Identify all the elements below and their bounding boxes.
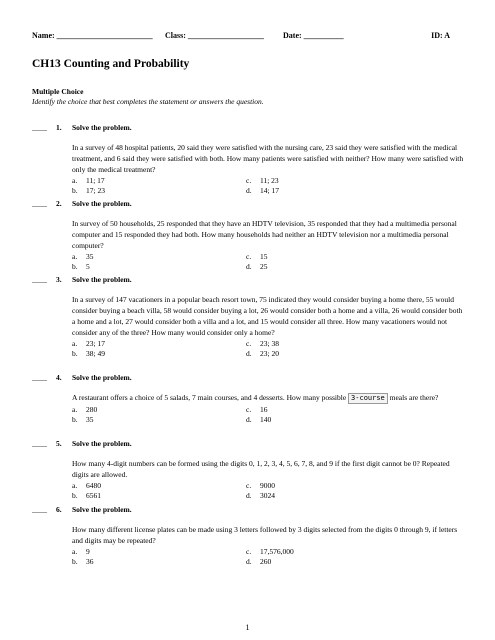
choice-value: 23; 38 (260, 339, 279, 348)
choice-label: d. (246, 186, 252, 195)
question-3 (32, 274, 464, 358)
question-text: How many 4-digit numbers can be formed using the digits 0, 1, 2, 3, 4, 5, 6, 7, 8, and 9 if the first digit cannot be 0? Repeated digits are allowed. (72, 459, 450, 479)
answer-choices (72, 251, 464, 271)
choice-label: c. (246, 404, 252, 414)
section-instructions: Identify the choice that best completes the statement or answers the question. (32, 97, 264, 106)
question-1 (32, 122, 464, 195)
choice-value: 23; 20 (260, 349, 279, 358)
choice-label: d. (246, 557, 252, 566)
question-text: In survey of 50 households, 25 responded that they have an HDTV television, 35 responded that they had a multimedia personal computer and 15 responded they had both. How many households had neither an HDTV television nor a multimedia personal computer? (72, 219, 457, 250)
choice-label: b. (72, 557, 78, 566)
answer-choices (72, 338, 464, 358)
choice-label: c. (246, 481, 252, 490)
section-heading (32, 87, 264, 107)
choice-label: d. (246, 349, 252, 358)
answer-choices (72, 480, 464, 500)
question-5 (32, 438, 464, 500)
choice-label: b. (72, 186, 78, 195)
answer-blank: ____ (32, 505, 47, 514)
choice-value: 6480 (86, 481, 101, 490)
choice-value: 17; 23 (86, 186, 105, 195)
class-field: Class: ___________________ (165, 31, 264, 40)
answer-blank: ____ (32, 275, 47, 284)
question-text-before: A restaurant offers a choice of 5 salads, 7 main courses, and 4 desserts. How many possible (72, 393, 347, 402)
choice-value: 25 (260, 262, 268, 271)
answer-choices (72, 404, 464, 424)
name-field: Name: ________________________ (32, 31, 153, 40)
choice-value: 36 (86, 557, 94, 566)
inline-formula-image: 3-course (348, 393, 388, 404)
choice-value: 260 (260, 557, 272, 566)
answer-blank: ____ (32, 123, 47, 132)
question-heading: Solve the problem. (72, 199, 132, 208)
question-text-after: meals are there? (389, 393, 439, 402)
question-number: 3. (56, 275, 62, 284)
question-number: 2. (56, 199, 62, 208)
choice-label: b. (72, 414, 78, 424)
page-header (32, 31, 463, 43)
id-field: ID: A (431, 31, 450, 40)
choice-value: 35 (86, 252, 94, 261)
question-number: 6. (56, 505, 62, 514)
question-text: How many different license plates can be made using 3 letters followed by 3 digits selected from the digits 0 through 9, if letters and digits may be repeated? (72, 525, 458, 545)
choice-label: a. (72, 252, 78, 261)
question-heading: Solve the problem. (72, 505, 132, 514)
question-heading: Solve the problem. (72, 373, 132, 382)
choice-value: 38; 49 (86, 349, 105, 358)
answer-blank: ____ (32, 439, 47, 448)
question-2 (32, 198, 464, 271)
choice-label: c. (246, 547, 252, 556)
choice-label: a. (72, 339, 78, 348)
choice-label: a. (72, 481, 78, 490)
choice-value: 23; 17 (86, 339, 105, 348)
question-heading: Solve the problem. (72, 123, 132, 132)
choice-value: 35 (86, 414, 94, 424)
choice-value: 17,576,000 (260, 547, 294, 556)
choice-value: 140 (260, 414, 272, 424)
choice-label: c. (246, 252, 252, 261)
choice-label: d. (246, 414, 252, 424)
choice-value: 5 (86, 262, 90, 271)
choice-value: 6561 (86, 491, 101, 500)
question-heading: Solve the problem. (72, 439, 132, 448)
answer-choices (72, 175, 464, 195)
choice-label: d. (246, 262, 252, 271)
question-text: In a survey of 147 vacationers in a popular beach resort town, 75 indicated they would consider buying a home there, 55 would consider buying a beach villa, 58 would consider buying a lot, 26 would consider both a home and a villa, 26 would consider both a home and a lot, 27 would consider both a villa and a lot, and 15 would consider all three. How many vacationers would not consider any of the three? How many would consider only a home? (72, 295, 463, 337)
question-6 (32, 504, 464, 566)
document-title: CH13 Counting and Probability (32, 58, 190, 70)
choice-value: 9000 (260, 481, 275, 490)
choice-value: 9 (86, 547, 90, 556)
choice-label: a. (72, 547, 78, 556)
question-4 (32, 372, 464, 424)
section-title: Multiple Choice (32, 87, 84, 96)
choice-label: b. (72, 491, 78, 500)
choice-label: c. (246, 176, 252, 185)
choice-label: d. (246, 491, 252, 500)
question-number: 4. (56, 373, 62, 382)
choice-value: 11; 17 (86, 176, 105, 185)
choice-value: 3024 (260, 491, 275, 500)
question-text (72, 392, 464, 404)
choice-label: c. (246, 339, 252, 348)
choice-value: 15 (260, 252, 268, 261)
answer-blank: ____ (32, 199, 47, 208)
question-text: In a survey of 48 hospital patients, 20 said they were satisfied with the nursing care, 23 said they were satisfied with the medical treatment, and 6 said they were satisfied with both. How many patients were satisfied with neither? How many were satisfied with only the medical treatment? (72, 143, 464, 174)
page-number: 1 (245, 623, 250, 632)
question-number: 5. (56, 439, 62, 448)
choice-value: 280 (86, 404, 98, 414)
choice-value: 16 (260, 404, 268, 414)
question-number: 1. (56, 123, 62, 132)
choice-label: b. (72, 262, 78, 271)
choice-label: b. (72, 349, 78, 358)
choice-value: 14; 17 (260, 186, 279, 195)
question-heading: Solve the problem. (72, 275, 132, 284)
date-field: Date: __________ (283, 31, 344, 40)
answer-choices (72, 546, 464, 566)
choice-value: 11; 23 (260, 176, 279, 185)
choice-label: a. (72, 404, 78, 414)
choice-label: a. (72, 176, 78, 185)
answer-blank: ____ (32, 373, 47, 382)
